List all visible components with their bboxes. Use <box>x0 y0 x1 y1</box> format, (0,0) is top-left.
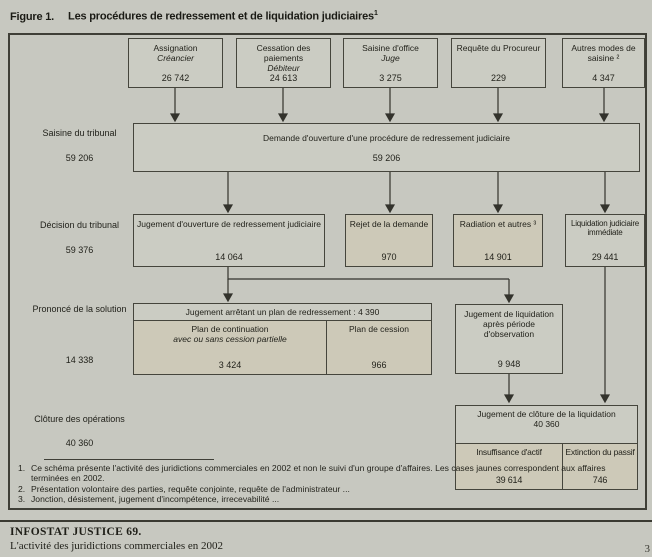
node-value: 40 360 <box>533 419 560 429</box>
stage-value-saisine: 59 206 <box>65 153 94 163</box>
node-rejet-demande <box>345 214 433 267</box>
footnotes <box>18 463 626 505</box>
node-value: 966 <box>371 360 387 371</box>
stage-label-decision: Décision du tribunal <box>39 220 120 230</box>
node-cessation-paiements <box>236 38 331 88</box>
node-value: 3 275 <box>379 73 402 84</box>
node-value: 9 948 <box>497 359 521 370</box>
node-title: Jugement d'ouverture de redressement judiciaire <box>137 219 321 229</box>
page-number: 3 <box>644 543 650 555</box>
node-value: 29 441 <box>591 252 619 263</box>
publication-title: INFOSTAT JUSTICE 69. <box>10 526 142 538</box>
node-value: 14 064 <box>215 252 243 263</box>
node-assignation <box>128 38 223 88</box>
footer <box>10 526 642 552</box>
node-value: 24 613 <box>269 73 298 84</box>
footnote-number: 3. <box>18 494 26 505</box>
node-title: Plan de cession <box>348 324 409 334</box>
node-cloture-header <box>456 406 637 444</box>
node-value: 4 347 <box>592 73 615 84</box>
node-title: Demande d'ouverture d'une procédure de redressement judiciaire <box>262 132 511 143</box>
node-value: 39 614 <box>495 475 523 486</box>
footnote-number: 2. <box>18 483 26 494</box>
node-title: Radiation et autres ³ <box>459 219 537 229</box>
node-subtitle: Créancier <box>157 53 194 64</box>
node-value: 26 742 <box>161 73 190 84</box>
publication-subtitle: L'activité des juridictions commerciales en 2002 <box>10 540 224 552</box>
node-title: Rejet de la demande <box>349 219 429 229</box>
figure-number: Figure 1. <box>10 10 55 23</box>
node-title: Cessation des paiements <box>256 43 311 64</box>
footnote-text: Ce schéma présente l'activité des juridictions commerciales en 2002 et non le suivi d'un groupe d'affaires. Les cases jaunes correspondent aux affaires terminées en 2002. <box>31 463 606 484</box>
stage-label-saisine: Saisine du tribunal <box>42 128 117 138</box>
footnote-2 <box>18 484 626 494</box>
node-plan-cession <box>326 321 431 374</box>
footnote-1 <box>18 463 626 484</box>
node-plan-continuation <box>134 321 326 374</box>
node-value: 229 <box>490 73 507 84</box>
node-value: 746 <box>592 475 608 486</box>
node-title: Requête du Procureur <box>456 43 541 53</box>
node-radiation <box>453 214 543 267</box>
node-title: Liquidation judiciaire immédiate <box>570 219 640 238</box>
node-value: 3 424 <box>218 360 242 371</box>
stage-label-cloture: Clôture des opérations <box>34 414 125 424</box>
node-title: Insuffisance d'actif <box>476 447 542 457</box>
footnote-number: 1. <box>18 463 26 473</box>
stage-label-prononce: Prononcé de la solution <box>32 304 127 314</box>
footnote-text: Jonction, désistement, jugement d'incompétence, irrecevabilité ... <box>31 494 280 505</box>
node-title: Autres modes de saisine ² <box>571 43 636 64</box>
node-plan-header: Jugement arrêtant un plan de redressement : 4 390 <box>134 304 431 321</box>
node-requete-procureur <box>451 38 546 88</box>
footnote-divider <box>44 459 214 460</box>
figure-title-text: Les procédures de redressement et de liquidation judiciaires <box>68 10 374 23</box>
stage-value-decision: 59 376 <box>65 245 94 255</box>
node-liquidation-immediate <box>565 214 645 267</box>
node-subtitle: avec ou sans cession partielle <box>173 334 287 345</box>
node-subtitle: Juge <box>381 53 400 64</box>
stage-value-cloture: 40 360 <box>65 438 94 448</box>
figure-title <box>10 10 378 23</box>
node-demande-ouverture <box>133 123 640 172</box>
figure-title-footnote-ref: 1 <box>373 10 378 17</box>
footnote-text: Présentation volontaire des parties, requête conjointe, requête de l'administrateur ... <box>31 483 350 494</box>
node-autres-modes <box>562 38 645 88</box>
footnote-3 <box>18 494 626 504</box>
stage-value-prononce: 14 338 <box>65 355 94 365</box>
node-plan-redressement <box>133 303 432 375</box>
node-value: 970 <box>381 252 397 263</box>
node-title: Jugement de clôture de la liquidation <box>477 409 616 419</box>
node-title: Saisine d'office <box>362 43 419 53</box>
footer-divider <box>0 520 652 522</box>
node-title: Assignation <box>153 43 198 53</box>
node-value: 59 206 <box>372 152 401 163</box>
node-jugement-ouverture <box>133 214 325 267</box>
node-title: Extinction du passif <box>565 447 635 457</box>
node-liquidation-observation <box>455 304 563 374</box>
node-title: Plan de continuation <box>191 324 269 334</box>
node-value: 14 901 <box>484 252 512 263</box>
node-subtitle: Débiteur <box>267 63 300 74</box>
node-title: Jugement de liquidation après période d'observation <box>464 309 554 340</box>
node-saisine-office <box>343 38 438 88</box>
